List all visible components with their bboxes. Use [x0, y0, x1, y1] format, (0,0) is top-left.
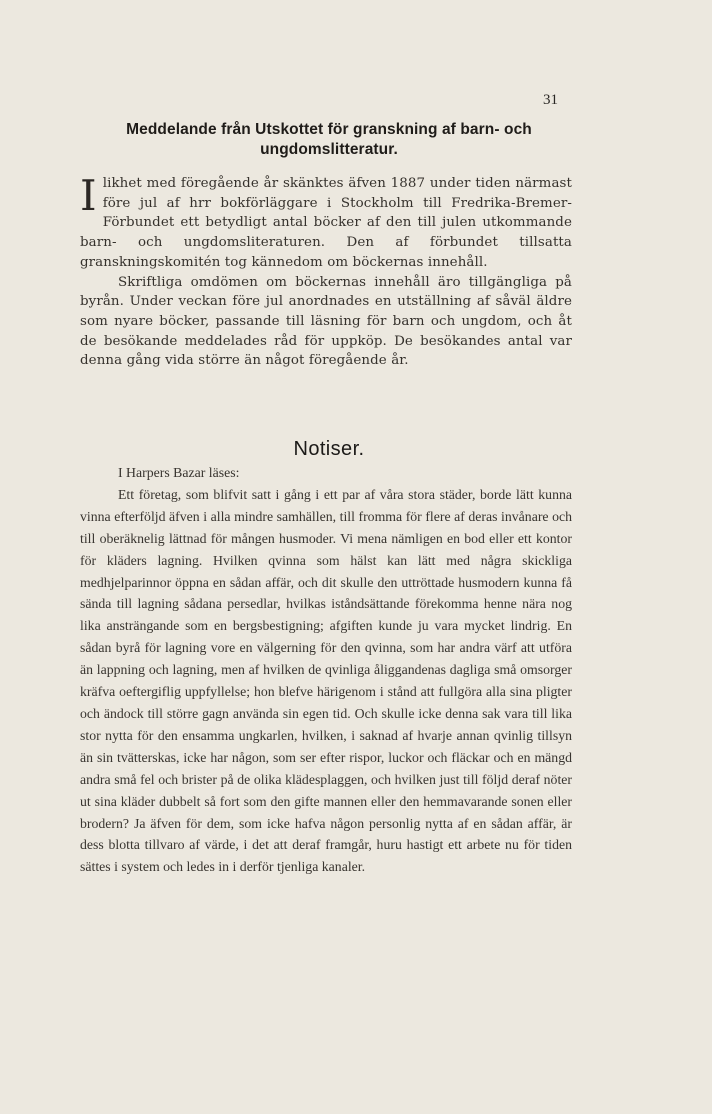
- drop-cap: I: [80, 171, 97, 220]
- article-heading: Meddelande från Utskottet för granskning af barn- och ungdomslitteratur.: [126, 121, 532, 158]
- article-paragraph-2: Skriftliga omdömen om böckernas innehåll äro tillgängliga på byrån. Under veckan före jul anordnades en utställning af såväl äldre som nyare böcker, passande till läsning för barn och ungdom, och åt de besökande meddelades råd för uppköp. De besökandes antal var denna gång vida större än något föregående år.: [80, 274, 572, 369]
- page-number: 31: [543, 92, 558, 108]
- article-paragraph-1-text: likhet med föregående år skänktes äfven 1887 under tiden närmast före jul af hrr bokförläggare i Stockholm till Fredrika-Bremer-Förbundet ett betydligt antal böcker af den till julen utkommande barn- och ungdomsliteraturen. Den af förbundet tillsatta granskningskomitén tog kännedom om böckernas innehåll.: [80, 176, 572, 270]
- notiser-body: Ett företag, som blifvit satt i gång i ett par af våra stora städer, borde lätt kunna vinna efterföljd äfven i alla mindre samhällen, till fromma för flere af deras invånare och till oberäknelig lättnad för mången husmoder. Vi mena nämligen en bod eller ett kontor för kläders lagning. Hvilken qvinna som hälst kan lätt med några skickliga medhjelparinnor öppna en sådan affär, och dit skulle den uttröttade husmodern kunna få sända till lagning sådana persedlar, hvilkas iståndsättande förekomma henne nära nog lika ansträngande som en bergsbestigning; afgiften kunde ju vara mycket lindrig. En sådan byrå för lagning vore en välgerning för den qvinna, som har andra värf att utföra än lappning och lagning, men af hvilken de qvinliga åliggandenas dagliga små omsorger kräfva oeftergiflig uppfyllelse; hon blefve härigenom i stånd att fullgöra alla sina pligter och ändock till större gagn använda sin egen tid. Och skulle icke denna sak vara till lika stor nytta för den ensamma ungkarlen, hvilken, i saknad af hvarje annan qvinlig tillsyn än sin tvätterskas, icke har någon, som ser efter rispor, luckor och fläckar och en mängd andra små fel och brister på de olika klädesplaggen, och hvilken just till följd deraf nöter ut sina kläder dubbelt så fort som den gifte mannen eller den hemmavarande sonen eller brodern? Ja äfven för dem, som icke hafva någon personlig nytta af en sådan affär, är dess blotta tillvaro af värde, i det att deraf framgår, huru hastigt ett arbete nu för tiden sättes i system och ledes in i derför tjenliga kanaler.: [80, 486, 572, 875]
- article-body: [80, 171, 572, 371]
- notiser-intro: I Harpers Bazar läses:: [118, 465, 240, 480]
- notiser-section: [80, 462, 572, 878]
- section-title-notiser: Notiser.: [293, 438, 365, 460]
- article-paragraph-1: [80, 171, 572, 273]
